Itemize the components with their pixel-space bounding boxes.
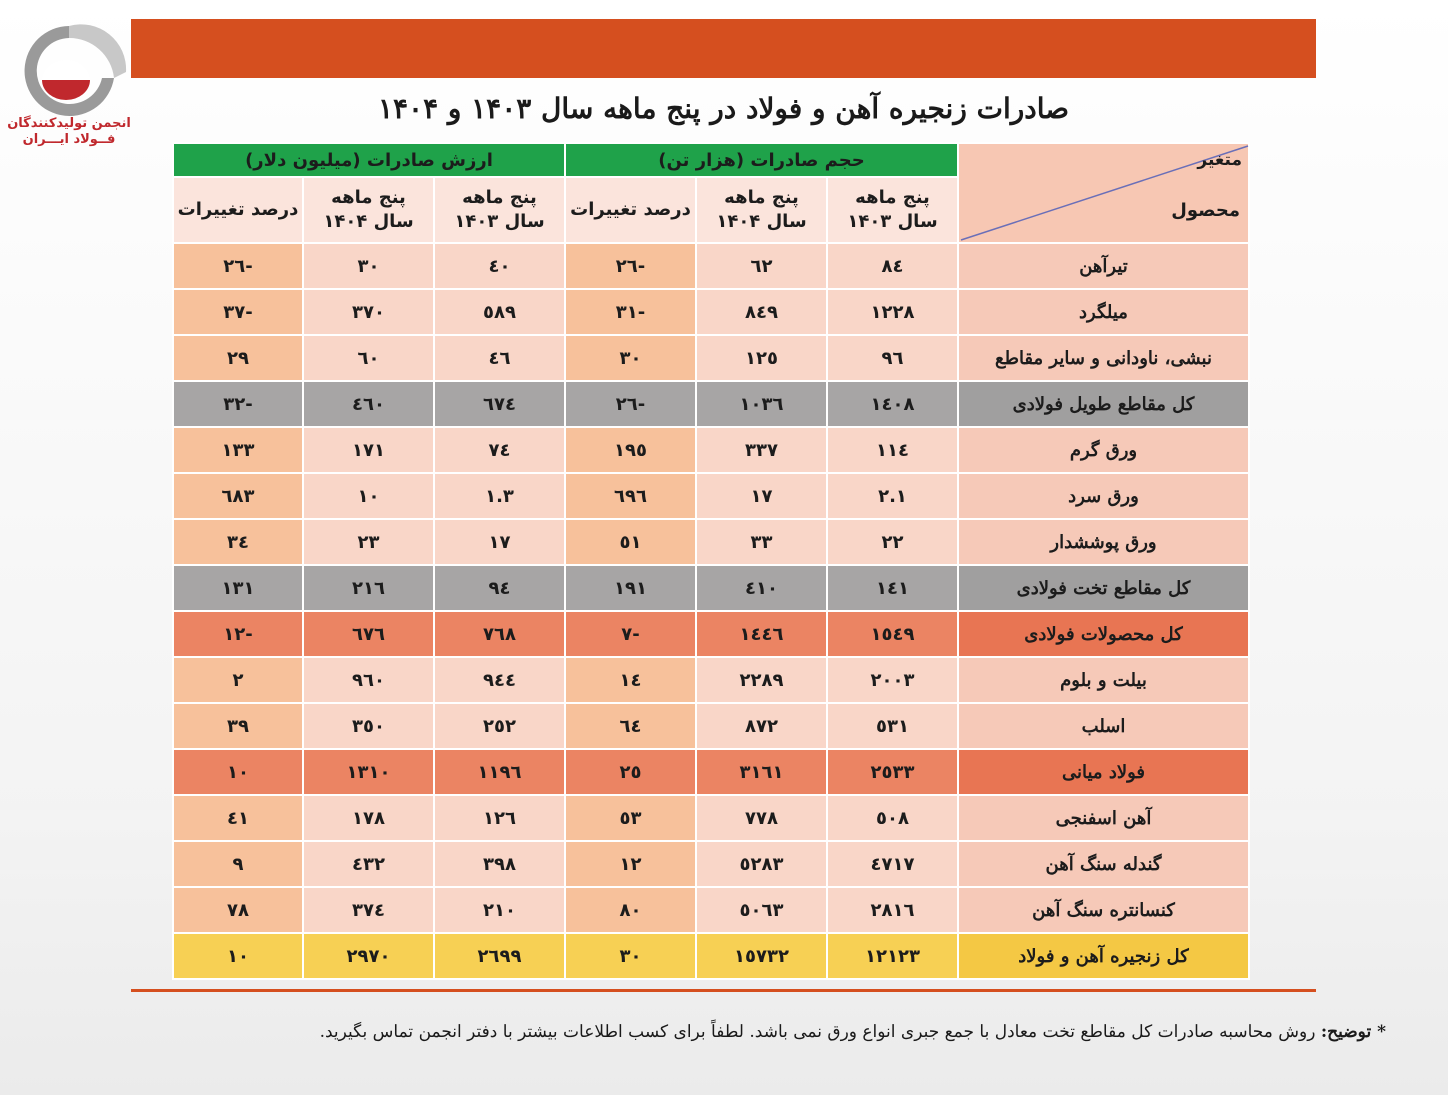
val-1403-cell: ۷٤ xyxy=(434,427,565,473)
vol-change-cell: -۲٦ xyxy=(565,243,696,289)
vol-change-cell: -۳۱ xyxy=(565,289,696,335)
vol-1404-cell: ٥۰٦۳ xyxy=(696,887,827,933)
val-change-cell: -۲٦ xyxy=(173,243,303,289)
vol-1404-cell: ۱٥۷۳۲ xyxy=(696,933,827,979)
product-name-cell: کل مقاطع تخت فولادی xyxy=(958,565,1249,611)
val-change-cell: ۱۳۱ xyxy=(173,565,303,611)
val-1403-cell: ۱۲٦ xyxy=(434,795,565,841)
vol-change-cell: ۱٤ xyxy=(565,657,696,703)
table-row xyxy=(173,657,1249,703)
product-name-cell: بیلت و بلوم xyxy=(958,657,1249,703)
page-title: صادرات زنجیره آهن و فولاد در پنج ماهه سال ۱۴۰۳ و ۱۴۰۴ xyxy=(377,92,1070,125)
vol-change-cell: ٥۱ xyxy=(565,519,696,565)
vol-1404-cell: ۳۳۷ xyxy=(696,427,827,473)
table-row xyxy=(173,381,1249,427)
product-name-cell: گندله سنگ آهن xyxy=(958,841,1249,887)
value-1404-header xyxy=(303,177,434,243)
product-name-cell: فولاد میانی xyxy=(958,749,1249,795)
vol-1403-cell: ٤۷۱۷ xyxy=(827,841,958,887)
product-name-cell: آهن اسفنجی xyxy=(958,795,1249,841)
vol-1403-cell: ۲٥۳۳ xyxy=(827,749,958,795)
val-1403-cell: ٤۰ xyxy=(434,243,565,289)
vol-change-cell: ۱۹٥ xyxy=(565,427,696,473)
val-1404-cell: ٤٦۰ xyxy=(303,381,434,427)
value-change-header: درصد تغییرات xyxy=(173,177,303,243)
table-row xyxy=(173,565,1249,611)
val-1403-cell: ۱.۳ xyxy=(434,473,565,519)
vol-change-cell: -۲٦ xyxy=(565,381,696,427)
corner-variable-label: متغیر xyxy=(1197,150,1242,170)
vol-1403-cell: ۸٤ xyxy=(827,243,958,289)
table-row xyxy=(173,289,1249,335)
group-header-row xyxy=(173,143,1249,177)
header-line-2: سال ۱۴۰۳ xyxy=(454,211,545,232)
vol-1403-cell: ۹٦ xyxy=(827,335,958,381)
association-logo xyxy=(6,20,132,156)
volume-group-header: حجم صادرات (هزار تن) xyxy=(565,143,958,177)
header-line-2: سال ۱۴۰۳ xyxy=(847,211,938,232)
vol-1403-cell: ۱٥٤۹ xyxy=(827,611,958,657)
val-change-cell: ۳٤ xyxy=(173,519,303,565)
val-1403-cell: ۷٦۸ xyxy=(434,611,565,657)
val-1404-cell: ٦۷٦ xyxy=(303,611,434,657)
product-name-cell: کل مقاطع طویل فولادی xyxy=(958,381,1249,427)
val-change-cell: ۳۹ xyxy=(173,703,303,749)
val-1404-cell: ۲۳ xyxy=(303,519,434,565)
val-1404-cell: ۳۰ xyxy=(303,243,434,289)
val-change-cell: -۳۷ xyxy=(173,289,303,335)
table-row xyxy=(173,473,1249,519)
val-change-cell: ۱۰ xyxy=(173,933,303,979)
product-name-cell: نبشی، ناودانی و سایر مقاطع xyxy=(958,335,1249,381)
vol-1404-cell: ۸۷۲ xyxy=(696,703,827,749)
vol-1404-cell: ۳۳ xyxy=(696,519,827,565)
volume-1403-header xyxy=(827,177,958,243)
header-line-1: پنج ماهه xyxy=(331,187,406,208)
val-1403-cell: ۱۱۹٦ xyxy=(434,749,565,795)
product-name-cell: میلگرد xyxy=(958,289,1249,335)
table-row xyxy=(173,841,1249,887)
table-row xyxy=(173,243,1249,289)
vol-1403-cell: ۲۰۰۳ xyxy=(827,657,958,703)
volume-change-header: درصد تغییرات xyxy=(565,177,696,243)
vol-1404-cell: ۱۰۳٦ xyxy=(696,381,827,427)
val-1404-cell: ۳۷۰ xyxy=(303,289,434,335)
val-1404-cell: ۱۰ xyxy=(303,473,434,519)
table-row xyxy=(173,611,1249,657)
product-name-cell: کل محصولات فولادی xyxy=(958,611,1249,657)
val-change-cell: -۳۲ xyxy=(173,381,303,427)
header-line-1: پنج ماهه xyxy=(855,187,930,208)
val-change-cell: ۱۳۳ xyxy=(173,427,303,473)
product-name-cell: کنسانتره سنگ آهن xyxy=(958,887,1249,933)
vol-1403-cell: ۲۸۱٦ xyxy=(827,887,958,933)
table-row xyxy=(173,335,1249,381)
volume-1404-header xyxy=(696,177,827,243)
vol-change-cell: ۸۰ xyxy=(565,887,696,933)
vol-1403-cell: ۱٤۱ xyxy=(827,565,958,611)
corner-header-cell xyxy=(958,143,1249,243)
val-1403-cell: ۲۱۰ xyxy=(434,887,565,933)
val-1404-cell: ۱۳۱۰ xyxy=(303,749,434,795)
table-row xyxy=(173,427,1249,473)
val-1403-cell: ۲٦۹۹ xyxy=(434,933,565,979)
val-1404-cell: ٦۰ xyxy=(303,335,434,381)
vol-1404-cell: ۱٤٤٦ xyxy=(696,611,827,657)
val-change-cell: ٦۸۳ xyxy=(173,473,303,519)
value-group-header: ارزش صادرات (میلیون دلار) xyxy=(173,143,565,177)
corner-product-label: محصول xyxy=(1171,200,1240,221)
footnote xyxy=(40,1022,1386,1058)
table-row xyxy=(173,519,1249,565)
product-name-cell: ورق پوششدار xyxy=(958,519,1249,565)
val-change-cell: ۷۸ xyxy=(173,887,303,933)
header-line-1: پنج ماهه xyxy=(462,187,537,208)
vol-change-cell: ٥۳ xyxy=(565,795,696,841)
vol-1404-cell: ۲۲۸۹ xyxy=(696,657,827,703)
vol-1403-cell: ٥۰۸ xyxy=(827,795,958,841)
vol-1404-cell: ۱۲٥ xyxy=(696,335,827,381)
vol-1403-cell: ۱۲۱۲۳ xyxy=(827,933,958,979)
footnote-label: * توضیح: xyxy=(1320,1022,1386,1042)
val-1404-cell: ۹٦۰ xyxy=(303,657,434,703)
table-row xyxy=(173,887,1249,933)
vol-change-cell: ٦٤ xyxy=(565,703,696,749)
header-line-2: سال ۱۴۰۴ xyxy=(323,211,414,232)
vol-1403-cell: ۲.۱ xyxy=(827,473,958,519)
val-1403-cell: ٦۷٤ xyxy=(434,381,565,427)
logo-line-2: فــولاد ایـــران xyxy=(22,132,116,147)
table-row xyxy=(173,703,1249,749)
product-name-cell: ورق سرد xyxy=(958,473,1249,519)
product-name-cell: تیرآهن xyxy=(958,243,1249,289)
val-1404-cell: ۱۷۱ xyxy=(303,427,434,473)
header-bar xyxy=(131,19,1316,78)
vol-1403-cell: ۱۱٤ xyxy=(827,427,958,473)
vol-change-cell: ۳۰ xyxy=(565,933,696,979)
table-row xyxy=(173,795,1249,841)
footer-divider xyxy=(131,989,1316,992)
val-1404-cell: ۲۱٦ xyxy=(303,565,434,611)
product-name-cell: کل زنجیره آهن و فولاد xyxy=(958,933,1249,979)
vol-change-cell: ۱۹۱ xyxy=(565,565,696,611)
vol-1403-cell: ٥۳۱ xyxy=(827,703,958,749)
iran-steel-association-logo-icon xyxy=(6,20,132,116)
vol-change-cell: ٦۹٦ xyxy=(565,473,696,519)
vol-1404-cell: ۱۷ xyxy=(696,473,827,519)
vol-change-cell: ۳۰ xyxy=(565,335,696,381)
val-1404-cell: ٤۳۲ xyxy=(303,841,434,887)
vol-1403-cell: ۱۲۲۸ xyxy=(827,289,958,335)
val-change-cell: ۹ xyxy=(173,841,303,887)
vol-1404-cell: ٦۲ xyxy=(696,243,827,289)
vol-change-cell: ۱۲ xyxy=(565,841,696,887)
vol-1404-cell: ۷۷۸ xyxy=(696,795,827,841)
value-1403-header xyxy=(434,177,565,243)
val-change-cell: ۲ xyxy=(173,657,303,703)
val-1403-cell: ۹٤ xyxy=(434,565,565,611)
logo-line-1: انجمن تولیدکنندگان xyxy=(7,116,131,131)
val-1403-cell: ٤٦ xyxy=(434,335,565,381)
val-change-cell: ۲۹ xyxy=(173,335,303,381)
val-1404-cell: ۳۷٤ xyxy=(303,887,434,933)
val-change-cell: -۱۲ xyxy=(173,611,303,657)
vol-change-cell: ۲٥ xyxy=(565,749,696,795)
val-1404-cell: ۳٥۰ xyxy=(303,703,434,749)
exports-table xyxy=(172,142,1250,980)
val-1403-cell: ۲٥۲ xyxy=(434,703,565,749)
vol-1404-cell: ٤۱۰ xyxy=(696,565,827,611)
vol-change-cell: -۷ xyxy=(565,611,696,657)
val-change-cell: ٤۱ xyxy=(173,795,303,841)
header-line-2: سال ۱۴۰۴ xyxy=(716,211,807,232)
footnote-text: روش محاسبه صادرات کل مقاطع تخت معادل با جمع جبری انواع ورق نمی باشد. لطفاً برای کسب اطلاعات بیشتر با دفتر انجمن تماس بگیرید. xyxy=(319,1022,1316,1042)
vol-1404-cell: ٥۲۸۳ xyxy=(696,841,827,887)
vol-1403-cell: ۱٤۰۸ xyxy=(827,381,958,427)
val-1403-cell: ۳۹۸ xyxy=(434,841,565,887)
product-name-cell: اسلب xyxy=(958,703,1249,749)
vol-1404-cell: ۸٤۹ xyxy=(696,289,827,335)
table-row xyxy=(173,749,1249,795)
val-1403-cell: ۱۷ xyxy=(434,519,565,565)
product-name-cell: ورق گرم xyxy=(958,427,1249,473)
val-1403-cell: ۹٤٤ xyxy=(434,657,565,703)
vol-1403-cell: ۲۲ xyxy=(827,519,958,565)
val-change-cell: ۱۰ xyxy=(173,749,303,795)
val-1404-cell: ۲۹۷۰ xyxy=(303,933,434,979)
val-1404-cell: ۱۷۸ xyxy=(303,795,434,841)
val-1403-cell: ٥۸۹ xyxy=(434,289,565,335)
header-line-1: پنج ماهه xyxy=(724,187,799,208)
vol-1404-cell: ۳۱٦۱ xyxy=(696,749,827,795)
table-row xyxy=(173,933,1249,979)
